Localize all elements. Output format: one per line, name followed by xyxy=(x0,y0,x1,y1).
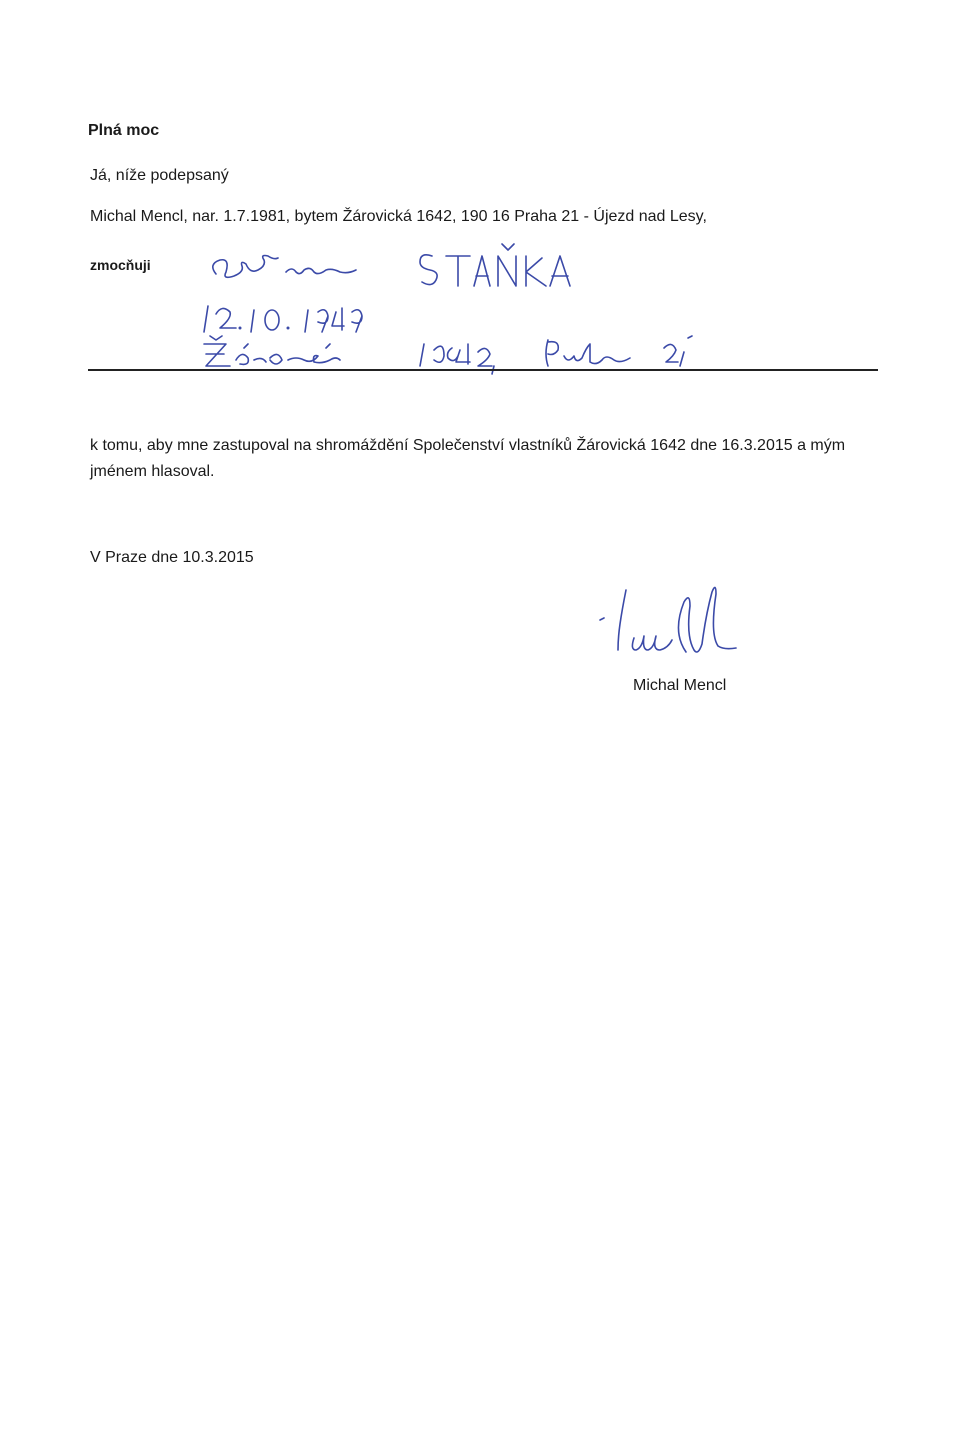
authorization-purpose: k tomu, aby mne zastupoval na shromáždění Společenství vlastníků Žárovická 1642 dne 16.3.2015 a mým jménem hlasoval. xyxy=(90,437,846,480)
signature-image xyxy=(590,568,780,678)
handwritten-attorney-details xyxy=(196,236,896,376)
empower-label: zmocňuji xyxy=(90,257,151,273)
grantor-identity-line: Michal Mencl, nar. 1.7.1981, bytem Žárovická 1642, 190 16 Praha 21 - Újezd nad Lesy, xyxy=(90,208,707,225)
place-and-date: V Praze dne 10.3.2015 xyxy=(90,549,254,566)
document-title: Plná moc xyxy=(88,122,160,139)
intro-line: Já, níže podepsaný xyxy=(90,167,229,184)
fill-in-rule xyxy=(88,369,878,371)
signer-name: Michal Mencl xyxy=(633,677,727,694)
